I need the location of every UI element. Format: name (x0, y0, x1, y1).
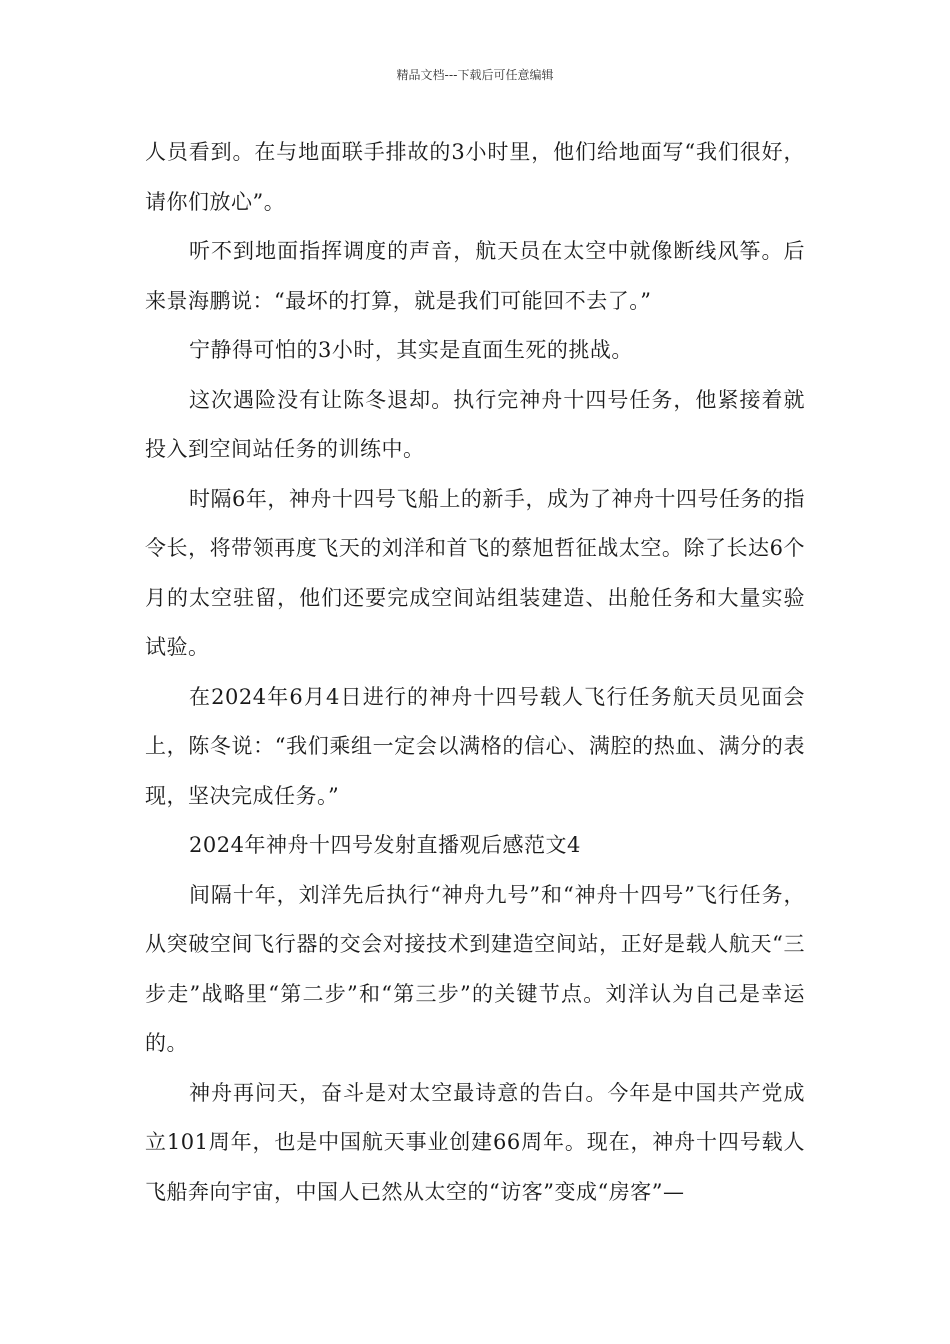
document-body (145, 128, 805, 1217)
paragraph: 听不到地面指挥调度的声音，航天员在太空中就像断线风筝。后来景海鹏说：“最坏的打算，就是我们可能回不去了。” (145, 239, 805, 313)
paragraph: 间隔十年，刘洋先后执行“神舟九号”和“神舟十四号”飞行任务，从突破空间飞行器的交会对接技术到建造空间站，正好是载人航天“三步走”战略里“第二步”和“第三步”的关键节点。刘洋认为自己是幸运的。 (145, 882, 805, 1055)
page-header: 精品文档---下载后可任意编辑 (396, 68, 554, 82)
paragraph: 这次遇险没有让陈冬退却。执行完神舟十四号任务，他紧接着就投入到空间站任务的训练中。 (145, 387, 805, 461)
paragraph: 宁静得可怕的3小时，其实是直面生死的挑战。 (189, 338, 633, 362)
paragraph: 人员看到。在与地面联手排故的3小时里，他们给地面写“我们很好，请你们放心”。 (145, 140, 805, 214)
section-heading: 2024年神舟十四号发射直播观后感范文4 (189, 833, 581, 857)
paragraph: 在2024年6月4日进行的神舟十四号载人飞行任务航天员见面会上，陈冬说：“我们乘组一定会以满格的信心、满腔的热血、满分的表现，坚决完成任务。” (145, 684, 805, 808)
paragraph: 时隔6年，神舟十四号飞船上的新手，成为了神舟十四号任务的指令长，将带领再度飞天的刘洋和首飞的蔡旭哲征战太空。除了长达6个月的太空驻留，他们还要完成空间站组装建造、出舱任务和大量实验试验。 (145, 486, 805, 659)
paragraph: 神舟再问天，奋斗是对太空最诗意的告白。今年是中国共产党成立101周年，也是中国航天事业创建66周年。现在，神舟十四号载人飞船奔向宇宙，中国人已然从太空的“访客”变成“房客”— (145, 1080, 805, 1204)
